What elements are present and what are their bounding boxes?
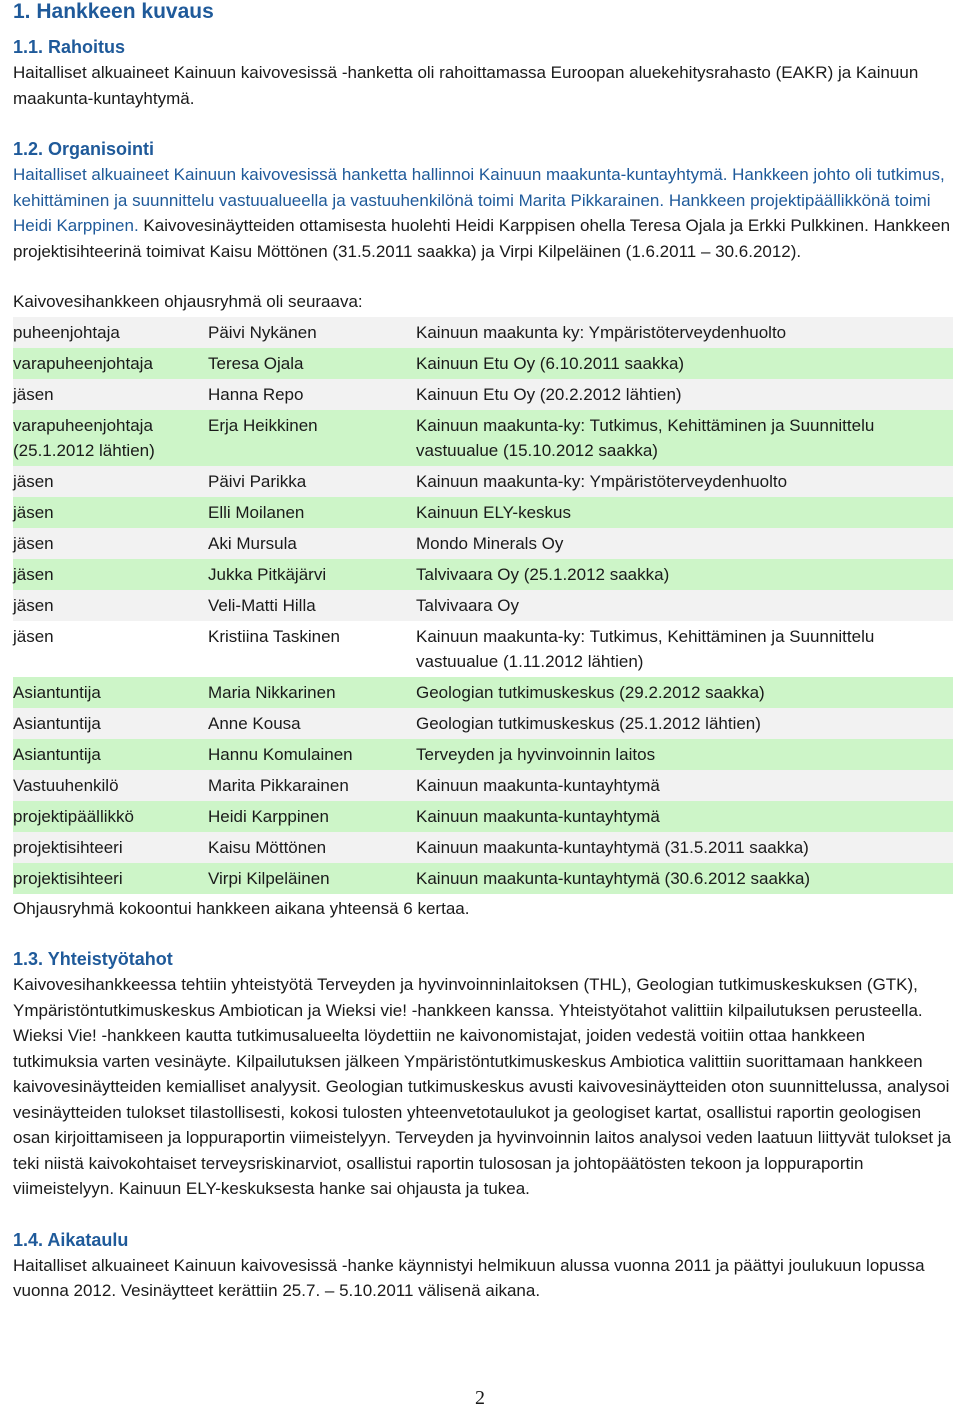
section-title-rahoitus: 1.1. Rahoitus [13,37,126,57]
section-title-organisointi: 1.2. Organisointi [13,139,155,159]
member-name: Aki Mursula [208,528,416,559]
table-row [13,708,953,739]
table-row [13,559,953,590]
member-role: puheenjohtaja [13,317,208,348]
member-role: projektipäällikkö [13,801,208,832]
organisointi-text-rest: Kaivovesinäytteiden ottamisesta huolehti Heidi Karppisen ohella Teresa Ojala ja Erkki Pulkkinen. Hankkeen projektisihteerinä toimivat Kaisu Möttönen (31.5.2011 saakka) ja Virpi Kilpeläinen (1.6.2011 – 30.6.2012). [13,216,951,261]
table-row [13,466,953,497]
section-text-rahoitus: Haitalliset alkuaineet Kainuun kaivovesissä -hanketta oli rahoittamassa Euroopan aluekehitysrahasto (EAKR) ja Kainuun maakunta-kuntayhtymä. [13,63,919,108]
section-title-aikataulu: 1.4. Aikataulu [13,1229,129,1250]
board-intro: Kaivovesihankkeen ohjausryhmä oli seuraava: [13,292,363,311]
member-role: jäsen [13,590,208,621]
table-row [13,677,953,708]
member-name: Marita Pikkarainen [208,770,416,801]
main-heading: 1. Hankkeen kuvaus [13,0,214,23]
table-row [13,497,953,528]
member-name: Hanna Repo [208,379,416,410]
section-title-yhteistyotahot: 1.3. Yhteistyötahot [13,949,173,969]
steering-group-table-body [13,317,953,894]
table-row [13,410,953,466]
table-row [13,801,953,832]
table-row [13,528,953,559]
member-role: jäsen [13,528,208,559]
member-organization: Kainuun maakunta-kuntayhtymä [416,801,953,832]
member-organization: Talvivaara Oy [416,590,953,621]
member-organization: Kainuun maakunta-kuntayhtymä [416,770,953,801]
member-name: Kristiina Taskinen [208,621,416,677]
section-text-yhteistyotahot: Kaivovesihankkeessa tehtiin yhteistyötä Terveyden ja hyvinvoinninlaitoksen (THL), Geologian tutkimuskeskuksen (GTK), Ympäristöntutkimuskeskus Ambiotican ja Wieksi vie! -hankkeen kanssa. Yhteistyötahot valittiin kilpailutuksen perusteella. Wieksi Vie! -hankkeen kautta tutkimusalueelta löydettiin ne kaivonomistajat, joiden vedestä voitiin ottaa hankkeen tutkimuksia varten vesinäyte. Kilpailutuksen jälkeen Ympäristöntutkimuskeskus Ambiotica valittiin suorittamaan hankkeen kaivovesinäytteiden kemialliset analyysit. Geologian tutkimuskeskus avusti kaivovesinäytteiden oton suunnittelussa, analysoi vesinäytteiden tulokset tilastollisesti, kokosi tulosten yhteenvetotaulukot ja geologiset kartat, osallistui raportin geologisen osan kirjoittamiseen ja loppuraportin viimeistelyyn. Terveyden ja hyvinvoinnin laitos analysoi veden laatuun liittyvät tulokset ja teki niistä kaivokohtaiset terveysriskinarviot, osallistui raportin tulososan ja johtopäätösten tekoon ja loppuraportin viimeistelyyn. Kainuun ELY-keskuksesta hanke sai ohjausta ja tukea. [13,975,952,1198]
member-organization: Kainuun ELY-keskus [416,497,953,528]
table-row [13,317,953,348]
member-name: Päivi Parikka [208,466,416,497]
table-row [13,590,953,621]
member-name: Anne Kousa [208,708,416,739]
member-organization: Kainuun maakunta-ky: Ympäristöterveydenhuolto [416,466,953,497]
member-role: varapuheenjohtaja [13,348,208,379]
section-text-aikataulu: Haitalliset alkuaineet Kainuun kaivovesissä -hanke käynnistyi helmikuun alussa vuonna 2011 ja päättyi joulukuun lopussa vuonna 2012. Vesinäytteet kerättiin 25.7. – 5.10.2011 välisenä aikana. [13,1255,925,1300]
table-row [13,379,953,410]
member-organization: Kainuun maakunta-ky: Tutkimus, Kehittäminen ja Suunnittelu vastuualue (15.10.2012 saakka) [416,410,953,466]
member-role: Asiantuntija [13,677,208,708]
member-name: Maria Nikkarinen [208,677,416,708]
member-role: Asiantuntija [13,739,208,770]
member-organization: Talvivaara Oy (25.1.2012 saakka) [416,559,953,590]
member-organization: Geologian tutkimuskeskus (25.1.2012 lähtien) [416,708,953,739]
member-role: jäsen [13,497,208,528]
organisointi-text-highlight: Haitalliset alkuaineet Kainuun kaivovesissä hanketta hallinnoi Kainuun maakunta-kuntayhtymä. Hankkeen johto oli tutkimus, kehittäminen ja suunnittelu vastuualueella ja vastuuhenkilönä toimi Marita Pikkarainen. Hankkeen projektipäällikkönä toimi Heidi Karppinen. [13,165,945,235]
member-name: Jukka Pitkäjärvi [208,559,416,590]
member-organization: Kainuun maakunta ky: Ympäristöterveydenhuolto [416,317,953,348]
member-role: jäsen [13,466,208,497]
member-organization: Terveyden ja hyvinvoinnin laitos [416,739,953,770]
member-role: projektisihteeri [13,832,208,863]
member-name: Virpi Kilpeläinen [208,863,416,894]
document-page [13,0,953,1304]
section-text-organisointi [13,162,953,264]
member-organization: Kainuun Etu Oy (6.10.2011 saakka) [416,348,953,379]
member-role: jäsen [13,379,208,410]
page-number: 2 [475,1387,485,1409]
member-role: varapuheenjohtaja (25.1.2012 lähtien) [13,410,208,466]
table-row [13,739,953,770]
table-row [13,832,953,863]
member-name: Teresa Ojala [208,348,416,379]
member-role: Vastuuhenkilö [13,770,208,801]
member-role: projektisihteeri [13,863,208,894]
member-name: Erja Heikkinen [208,410,416,466]
member-name: Veli-Matti Hilla [208,590,416,621]
member-name: Hannu Komulainen [208,739,416,770]
member-name: Kaisu Möttönen [208,832,416,863]
member-name: Heidi Karppinen [208,801,416,832]
member-role: jäsen [13,621,208,677]
table-row [13,863,953,894]
table-row [13,770,953,801]
member-organization: Kainuun maakunta-kuntayhtymä (31.5.2011 saakka) [416,832,953,863]
member-role: jäsen [13,559,208,590]
steering-group-table [13,317,953,894]
board-note: Ohjausryhmä kokoontui hankkeen aikana yhteensä 6 kertaa. [13,898,470,918]
member-name: Elli Moilanen [208,497,416,528]
table-row [13,348,953,379]
table-row [13,621,953,677]
member-organization: Kainuun Etu Oy (20.2.2012 lähtien) [416,379,953,410]
member-organization: Geologian tutkimuskeskus (29.2.2012 saakka) [416,677,953,708]
member-role: Asiantuntija [13,708,208,739]
member-organization: Kainuun maakunta-ky: Tutkimus, Kehittäminen ja Suunnittelu vastuualue (1.11.2012 lähtien) [416,621,953,677]
member-name: Päivi Nykänen [208,317,416,348]
member-organization: Kainuun maakunta-kuntayhtymä (30.6.2012 saakka) [416,863,953,894]
member-organization: Mondo Minerals Oy [416,528,953,559]
